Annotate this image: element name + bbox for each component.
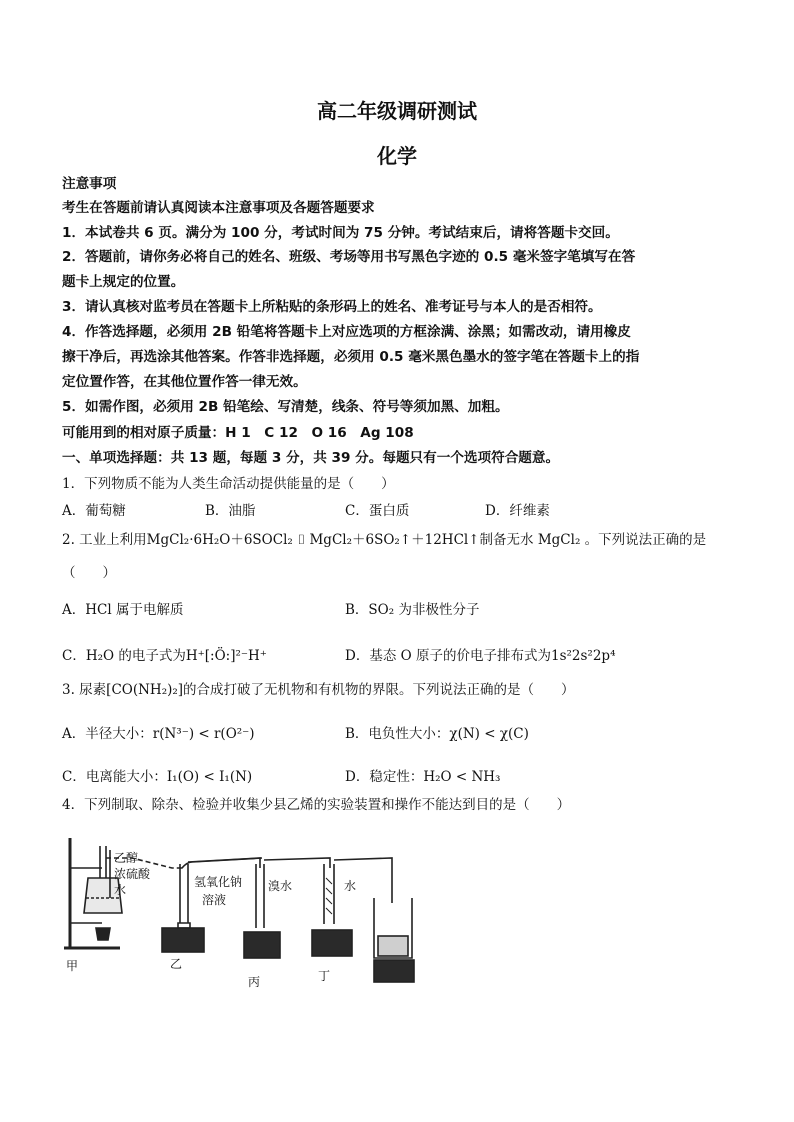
label-water-1: 水 xyxy=(114,883,127,897)
q2-option-d xyxy=(345,644,616,664)
q1-option-c: C．蛋白质 xyxy=(345,503,410,519)
q3-stem-post: 的合成打破了无机物和有机物的界限。下列说法正确的是（ ） xyxy=(183,682,575,698)
notice-item-4c: 定位置作答，在其他位置作答一律无效。 xyxy=(62,374,307,390)
notice-intro: 考生在答题前请认真阅读本注意事项及各题答题要求 xyxy=(62,200,375,216)
q2-option-b: B．SO₂ 为非极性分子 xyxy=(345,602,480,618)
notice-item-2b: 题卡上规定的位置。 xyxy=(62,274,185,290)
q3-stem xyxy=(62,680,742,700)
q4-stem: 4．下列制取、除杂、检验并收集少县乙烯的实验装置和操作不能达到目的是（ ） xyxy=(62,797,571,813)
q2-option-d-text: D．基态 O 原子的价电子排布式为 xyxy=(345,648,551,664)
q3-option-d-text: D．稳定性： xyxy=(345,769,424,785)
q2-stem-pre: 2. 工业上利用 xyxy=(62,532,147,548)
notice-item-4a: 4．作答选择题，必须用 2B 铅笔将答题卡上对应选项的方框涂满、涂黑；如需改动，请用橡皮 xyxy=(62,324,631,340)
label-ethanol: 乙醇 xyxy=(114,851,139,865)
label-ding: 丁 xyxy=(318,969,331,983)
q2-equation: MgCl₂·6H₂O＋6SOCl₂ ⌷ MgCl₂＋6SO₂↑＋12HCl↑ xyxy=(146,532,480,548)
exam-subject: 化学 xyxy=(377,144,417,168)
q3-option-a xyxy=(62,722,255,742)
q2-option-c-text: C．H₂O 的电子式为 xyxy=(62,648,186,664)
apparatus-diagram xyxy=(62,828,424,1000)
q1-stem: 1．下列物质不能为人类生命活动提供能量的是（ ） xyxy=(62,476,395,492)
label-bromine: 溴水 xyxy=(268,879,293,893)
q3-option-d-formula: H₂O < NH₃ xyxy=(423,769,501,785)
q3-stem-pre: 3. 尿素 xyxy=(62,682,107,698)
label-jia: 甲 xyxy=(66,959,79,973)
q1-option-b: B．油脂 xyxy=(205,503,256,519)
collection-vessel xyxy=(374,898,414,982)
notice-item-3: 3．请认真核对监考员在答题卡上所粘贴的条形码上的姓名、准考证号与本人的是否相符。 xyxy=(62,299,602,315)
label-water-2: 水 xyxy=(344,879,357,893)
q2-paren: （ ） xyxy=(62,565,116,581)
label-acid: 浓硫酸 xyxy=(114,867,151,881)
notice-item-2a: 2．答题前，请你务必将自己的姓名、班级、考场等用书写黑色字迹的 0.5 毫米签字笔填写在答 xyxy=(62,249,636,265)
water-tube-ding xyxy=(312,864,352,956)
atomic-mass-line: 可能用到的相对原子质量：H 1 C 12 O 16 Ag 108 xyxy=(62,425,414,441)
q3-option-c xyxy=(62,765,252,785)
q2-option-a: A．HCl 属于电解质 xyxy=(62,602,184,618)
q3-option-d xyxy=(345,765,500,785)
q3-option-b xyxy=(345,722,529,742)
q2-option-d-formula: 1s²2s²2p⁴ xyxy=(550,648,616,664)
label-naoh: 氢氧化钠 xyxy=(194,875,243,889)
exam-title: 高二年级调研测试 xyxy=(317,99,477,123)
q1-option-a: A．葡萄糖 xyxy=(62,503,126,519)
q3-option-b-text: B．电负性大小： xyxy=(345,726,450,742)
q3-option-c-text: C．电离能大小： xyxy=(62,769,167,785)
q3-option-a-formula: r(N³⁻) < r(O²⁻) xyxy=(152,726,255,742)
label-solution: 溶液 xyxy=(202,893,227,907)
section-heading: 一、单项选择题：共 13 题，每题 3 分，共 39 分。每题只有一个选项符合题意。 xyxy=(62,450,560,466)
label-yi: 乙 xyxy=(170,957,183,971)
notice-item-4b: 擦干净后，再选涂其他答案。作答非选择题，必须用 0.5 毫米黑色墨水的签字笔在答题卡上的指 xyxy=(62,349,640,365)
q2-option-c xyxy=(62,644,267,664)
q1-option-d: D．纤维素 xyxy=(485,503,550,519)
q3-option-b-formula: χ(N) < χ(C) xyxy=(449,726,529,742)
notice-item-5: 5．如需作图，必须用 2B 铅笔绘、写清楚，线条、符号等须加黑、加粗。 xyxy=(62,399,509,415)
notice-item-1: 1．本试卷共 6 页。满分为 100 分，考试时间为 75 分钟。考试结束后，请将答题卡交回。 xyxy=(62,225,619,241)
q2-stem-post: 制备无水 MgCl₂ 。下列说法正确的是 xyxy=(479,532,707,548)
q2-option-c-formula: H⁺[:Ö:]²⁻H⁺ xyxy=(185,648,267,664)
q3-option-c-formula: I₁(O) < I₁(N) xyxy=(166,769,253,785)
q3-option-a-text: A．半径大小： xyxy=(62,726,153,742)
label-bing: 丙 xyxy=(248,975,261,989)
q3-formula: [CO(NH₂)₂] xyxy=(106,682,184,698)
q2-stem xyxy=(62,530,742,550)
notice-heading: 注意事项 xyxy=(62,176,117,192)
